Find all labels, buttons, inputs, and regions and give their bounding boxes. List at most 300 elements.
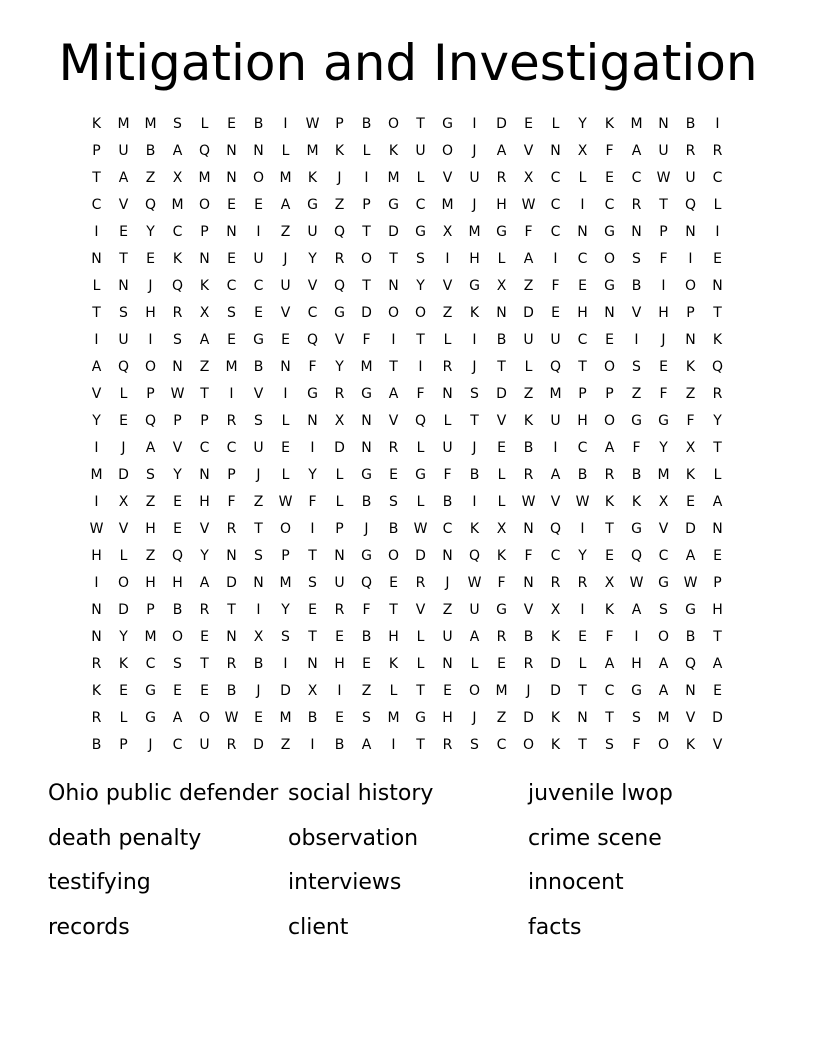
grid-letter: T <box>200 656 209 672</box>
grid-letter: E <box>713 683 722 699</box>
grid-letter: P <box>200 413 209 429</box>
grid-letter: E <box>524 116 533 132</box>
grid-letter: K <box>388 143 399 159</box>
grid-letter: B <box>253 359 264 375</box>
grid-letter: H <box>334 656 345 672</box>
grid-letter: I <box>391 332 396 348</box>
grid-letter: E <box>227 197 236 213</box>
grid-letter: O <box>198 197 211 213</box>
grid-letter: K <box>172 251 183 267</box>
grid-letter: G <box>469 278 480 294</box>
grid-letter: U <box>550 413 561 429</box>
word-list-item: interviews <box>288 870 402 895</box>
grid-letter: N <box>226 143 237 159</box>
grid-letter: U <box>550 332 561 348</box>
grid-letter: T <box>578 359 587 375</box>
grid-letter: M <box>90 467 103 483</box>
grid-row <box>83 192 731 219</box>
grid-letter: X <box>496 278 507 294</box>
grid-letter: L <box>416 440 425 456</box>
grid-letter: O <box>441 143 454 159</box>
grid-letter: L <box>713 197 722 213</box>
grid-letter: J <box>472 359 477 375</box>
grid-letter: N <box>685 683 696 699</box>
grid-letter: B <box>631 278 642 294</box>
grid-letter: L <box>416 170 425 186</box>
grid-letter: E <box>254 197 263 213</box>
grid-letter: S <box>362 710 371 726</box>
grid-letter: R <box>91 656 102 672</box>
grid-letter: C <box>550 170 561 186</box>
grid-letter: E <box>173 683 182 699</box>
grid-letter: S <box>632 359 641 375</box>
grid-letter: J <box>148 278 153 294</box>
grid-letter: D <box>496 386 507 402</box>
grid-letter: K <box>334 143 345 159</box>
grid-letter: W <box>521 197 536 213</box>
grid-letter: U <box>253 440 264 456</box>
grid-letter: G <box>631 683 642 699</box>
grid-letter: Y <box>200 548 209 564</box>
grid-letter: Y <box>578 548 587 564</box>
grid-letter: R <box>226 656 237 672</box>
grid-letter: L <box>551 116 560 132</box>
grid-letter: S <box>470 737 479 753</box>
grid-letter: M <box>117 116 130 132</box>
grid-letter: A <box>604 656 615 672</box>
grid-letter: C <box>550 224 561 240</box>
grid-letter: N <box>226 224 237 240</box>
grid-letter: T <box>416 737 425 753</box>
grid-letter: M <box>144 116 157 132</box>
grid-letter: K <box>685 737 696 753</box>
grid-letter: H <box>388 629 399 645</box>
grid-letter: X <box>442 224 453 240</box>
grid-letter: H <box>469 251 480 267</box>
grid-letter: J <box>283 251 288 267</box>
grid-letter: E <box>335 629 344 645</box>
grid-letter: L <box>281 143 290 159</box>
grid-letter: N <box>523 575 534 591</box>
grid-letter: Z <box>496 710 507 726</box>
grid-letter: A <box>469 629 480 645</box>
grid-letter: B <box>496 332 507 348</box>
grid-letter: D <box>253 737 264 753</box>
grid-row <box>83 678 731 705</box>
grid-letter: A <box>550 467 561 483</box>
grid-letter: H <box>91 548 102 564</box>
grid-letter: I <box>553 251 558 267</box>
grid-letter: H <box>577 413 588 429</box>
grid-letter: N <box>685 224 696 240</box>
grid-letter: P <box>659 224 668 240</box>
grid-letter: I <box>661 278 666 294</box>
grid-letter: N <box>388 278 399 294</box>
grid-letter: R <box>415 575 426 591</box>
word-list-item: observation <box>288 825 419 851</box>
grid-letter: Q <box>117 359 130 375</box>
grid-letter: R <box>334 602 345 618</box>
grid-letter: I <box>688 251 693 267</box>
grid-letter: A <box>604 440 615 456</box>
grid-letter: P <box>362 197 371 213</box>
grid-letter: T <box>92 305 101 321</box>
grid-letter: H <box>577 305 588 321</box>
grid-letter: L <box>524 359 533 375</box>
grid-letter: O <box>387 116 400 132</box>
grid-letter: E <box>605 170 614 186</box>
grid-letter: D <box>685 521 696 537</box>
grid-row <box>83 705 731 732</box>
grid-letter: M <box>441 197 454 213</box>
grid-letter: P <box>119 737 128 753</box>
grid-letter: A <box>712 656 723 672</box>
grid-letter: P <box>578 386 587 402</box>
grid-letter: V <box>307 278 318 294</box>
grid-letter: F <box>362 602 371 618</box>
grid-letter: Z <box>442 602 453 618</box>
grid-letter: Y <box>119 629 128 645</box>
grid-letter: U <box>253 251 264 267</box>
grid-letter: C <box>226 440 237 456</box>
grid-letter: B <box>469 467 480 483</box>
grid-letter: K <box>631 494 642 510</box>
grid-letter: Q <box>711 359 724 375</box>
grid-letter: S <box>173 116 182 132</box>
grid-letter: N <box>226 170 237 186</box>
grid-letter: S <box>389 494 398 510</box>
grid-letter: C <box>658 548 669 564</box>
grid-letter: X <box>199 305 210 321</box>
grid-letter: L <box>119 710 128 726</box>
grid-letter: L <box>416 629 425 645</box>
grid-letter: Y <box>146 224 155 240</box>
grid-letter: F <box>524 224 533 240</box>
grid-letter: C <box>712 170 723 186</box>
grid-letter: L <box>470 656 479 672</box>
grid-letter: V <box>118 521 129 537</box>
grid-letter: T <box>92 170 101 186</box>
grid-letter: R <box>496 629 507 645</box>
grid-letter: A <box>496 143 507 159</box>
grid-letter: J <box>472 143 477 159</box>
grid-letter: M <box>198 170 211 186</box>
grid-letter: A <box>172 143 183 159</box>
grid-letter: E <box>200 683 209 699</box>
grid-letter: T <box>605 710 614 726</box>
grid-row <box>83 354 731 381</box>
grid-letter: K <box>604 602 615 618</box>
grid-letter: J <box>121 440 126 456</box>
grid-letter: T <box>119 251 128 267</box>
grid-letter: I <box>364 170 369 186</box>
grid-letter: L <box>443 332 452 348</box>
grid-letter: I <box>148 332 153 348</box>
grid-letter: O <box>657 629 670 645</box>
grid-letter: N <box>199 467 210 483</box>
grid-letter: F <box>497 575 506 591</box>
grid-letter: T <box>389 602 398 618</box>
grid-row <box>83 327 731 354</box>
grid-letter: X <box>334 413 345 429</box>
grid-letter: K <box>712 332 723 348</box>
grid-letter: D <box>280 683 291 699</box>
grid-letter: L <box>578 656 587 672</box>
grid-letter: Z <box>199 359 210 375</box>
grid-letter: O <box>252 170 265 186</box>
grid-letter: T <box>470 413 479 429</box>
grid-letter: M <box>171 197 184 213</box>
grid-letter: I <box>94 575 99 591</box>
grid-letter: C <box>577 251 588 267</box>
grid-letter: F <box>632 737 641 753</box>
grid-letter: X <box>604 575 615 591</box>
word-list-item: social history <box>288 781 434 806</box>
grid-letter: I <box>472 116 477 132</box>
grid-letter: O <box>468 683 481 699</box>
grid-letter: Z <box>631 386 642 402</box>
grid-letter: Q <box>468 548 481 564</box>
grid-letter: E <box>686 494 695 510</box>
grid-letter: L <box>281 413 290 429</box>
word-list-item: death penalty <box>48 825 202 851</box>
grid-letter: I <box>256 602 261 618</box>
grid-letter: Q <box>360 575 373 591</box>
grid-letter: P <box>146 602 155 618</box>
grid-letter: V <box>388 413 399 429</box>
grid-letter: D <box>415 548 426 564</box>
grid-letter: V <box>280 305 291 321</box>
grid-letter: H <box>658 305 669 321</box>
grid-letter: A <box>523 251 534 267</box>
grid-letter: L <box>335 494 344 510</box>
grid-letter: S <box>146 467 155 483</box>
grid-letter: C <box>91 197 102 213</box>
grid-letter: T <box>713 440 722 456</box>
grid-letter: W <box>413 521 428 537</box>
word-list-item: innocent <box>528 870 624 895</box>
grid-letter: X <box>172 170 183 186</box>
grid-letter: F <box>605 629 614 645</box>
grid-letter: V <box>523 602 534 618</box>
grid-letter: Q <box>684 197 697 213</box>
grid-letter: A <box>199 575 210 591</box>
grid-letter: G <box>253 332 264 348</box>
grid-letter: G <box>334 305 345 321</box>
grid-letter: T <box>605 521 614 537</box>
grid-letter: N <box>712 278 723 294</box>
grid-letter: M <box>549 386 562 402</box>
grid-letter: G <box>604 224 615 240</box>
grid-letter: H <box>712 602 723 618</box>
grid-letter: E <box>254 305 263 321</box>
grid-letter: E <box>659 359 668 375</box>
grid-letter: B <box>577 467 588 483</box>
grid-letter: K <box>604 494 615 510</box>
grid-letter: E <box>119 224 128 240</box>
grid-letter: I <box>580 602 585 618</box>
grid-letter: N <box>91 251 102 267</box>
grid-letter: L <box>578 170 587 186</box>
grid-letter: Z <box>145 170 156 186</box>
grid-letter: N <box>172 359 183 375</box>
grid-letter: Z <box>280 737 291 753</box>
grid-letter: Q <box>549 521 562 537</box>
grid-letter: M <box>225 359 238 375</box>
grid-letter: N <box>658 116 669 132</box>
grid-letter: E <box>119 413 128 429</box>
grid-letter: D <box>550 683 561 699</box>
grid-letter: T <box>713 305 722 321</box>
grid-letter: P <box>146 386 155 402</box>
grid-letter: B <box>145 143 156 159</box>
grid-letter: C <box>172 737 183 753</box>
grid-letter: I <box>472 332 477 348</box>
grid-letter: J <box>256 683 261 699</box>
grid-row <box>83 435 731 462</box>
grid-letter: U <box>307 224 318 240</box>
word-list-item: testifying <box>48 870 151 895</box>
grid-letter: B <box>307 710 318 726</box>
grid-letter: P <box>335 116 344 132</box>
grid-letter: W <box>224 710 239 726</box>
grid-letter: E <box>713 548 722 564</box>
grid-row <box>83 489 731 516</box>
grid-letter: B <box>361 629 372 645</box>
grid-letter: H <box>496 197 507 213</box>
grid-letter: Z <box>145 548 156 564</box>
grid-letter: A <box>361 737 372 753</box>
grid-letter: R <box>577 575 588 591</box>
grid-letter: O <box>657 737 670 753</box>
grid-letter: M <box>279 710 292 726</box>
grid-letter: K <box>118 656 129 672</box>
grid-letter: R <box>226 521 237 537</box>
grid-letter: X <box>523 170 534 186</box>
grid-letter: P <box>605 386 614 402</box>
grid-letter: K <box>685 467 696 483</box>
grid-letter: E <box>389 467 398 483</box>
grid-letter: S <box>659 602 668 618</box>
grid-letter: H <box>172 575 183 591</box>
grid-letter: A <box>199 332 210 348</box>
grid-letter: L <box>389 683 398 699</box>
grid-letter: N <box>442 548 453 564</box>
grid-letter: K <box>550 737 561 753</box>
grid-letter: X <box>550 602 561 618</box>
grid-letter: I <box>580 521 585 537</box>
grid-letter: U <box>442 629 453 645</box>
grid-letter: S <box>173 332 182 348</box>
grid-letter: W <box>683 575 698 591</box>
grid-letter: Y <box>308 251 317 267</box>
grid-letter: T <box>578 737 587 753</box>
grid-letter: K <box>685 359 696 375</box>
grid-letter: V <box>523 143 534 159</box>
grid-letter: V <box>631 305 642 321</box>
grid-letter: V <box>415 602 426 618</box>
grid-letter: C <box>577 440 588 456</box>
grid-letter: C <box>631 170 642 186</box>
grid-letter: Y <box>173 467 182 483</box>
grid-letter: Q <box>549 359 562 375</box>
grid-letter: Z <box>334 197 345 213</box>
grid-letter: S <box>632 251 641 267</box>
grid-letter: N <box>280 359 291 375</box>
grid-letter: L <box>497 251 506 267</box>
grid-letter: I <box>229 386 234 402</box>
grid-letter: J <box>472 197 477 213</box>
grid-letter: D <box>361 305 372 321</box>
grid-row <box>83 273 731 300</box>
grid-letter: X <box>577 143 588 159</box>
grid-letter: C <box>253 278 264 294</box>
grid-letter: F <box>416 386 425 402</box>
grid-letter: P <box>686 305 695 321</box>
grid-letter: M <box>495 683 508 699</box>
grid-letter: U <box>415 143 426 159</box>
grid-letter: C <box>226 278 237 294</box>
grid-letter: I <box>310 440 315 456</box>
grid-letter: A <box>712 494 723 510</box>
grid-letter: I <box>634 332 639 348</box>
grid-letter: O <box>414 305 427 321</box>
grid-letter: G <box>307 197 318 213</box>
grid-letter: Y <box>578 116 587 132</box>
grid-letter: R <box>685 143 696 159</box>
grid-letter: G <box>658 575 669 591</box>
grid-letter: I <box>94 224 99 240</box>
grid-letter: C <box>604 197 615 213</box>
grid-letter: G <box>415 710 426 726</box>
grid-letter: F <box>551 278 560 294</box>
grid-letter: U <box>280 278 291 294</box>
grid-letter: N <box>253 575 264 591</box>
grid-letter: S <box>119 305 128 321</box>
grid-letter: E <box>281 440 290 456</box>
grid-letter: G <box>631 413 642 429</box>
grid-letter: I <box>283 656 288 672</box>
grid-letter: A <box>685 548 696 564</box>
grid-letter: G <box>361 548 372 564</box>
grid-letter: T <box>659 197 668 213</box>
grid-letter: E <box>713 251 722 267</box>
grid-letter: S <box>227 305 236 321</box>
grid-letter: N <box>334 548 345 564</box>
grid-letter: W <box>467 575 482 591</box>
grid-letter: O <box>144 359 157 375</box>
grid-letter: H <box>145 575 156 591</box>
grid-letter: J <box>472 710 477 726</box>
grid-letter: N <box>496 305 507 321</box>
grid-letter: I <box>310 737 315 753</box>
grid-letter: R <box>712 386 723 402</box>
grid-letter: F <box>308 359 317 375</box>
grid-letter: K <box>523 413 534 429</box>
grid-letter: E <box>605 332 614 348</box>
grid-letter: G <box>145 710 156 726</box>
grid-letter: K <box>199 278 210 294</box>
grid-letter: L <box>200 116 209 132</box>
grid-letter: Q <box>333 278 346 294</box>
grid-letter: H <box>199 494 210 510</box>
grid-letter: N <box>442 386 453 402</box>
grid-letter: I <box>283 386 288 402</box>
grid-letter: S <box>605 737 614 753</box>
grid-letter: C <box>199 440 210 456</box>
grid-letter: C <box>604 683 615 699</box>
grid-letter: D <box>523 305 534 321</box>
